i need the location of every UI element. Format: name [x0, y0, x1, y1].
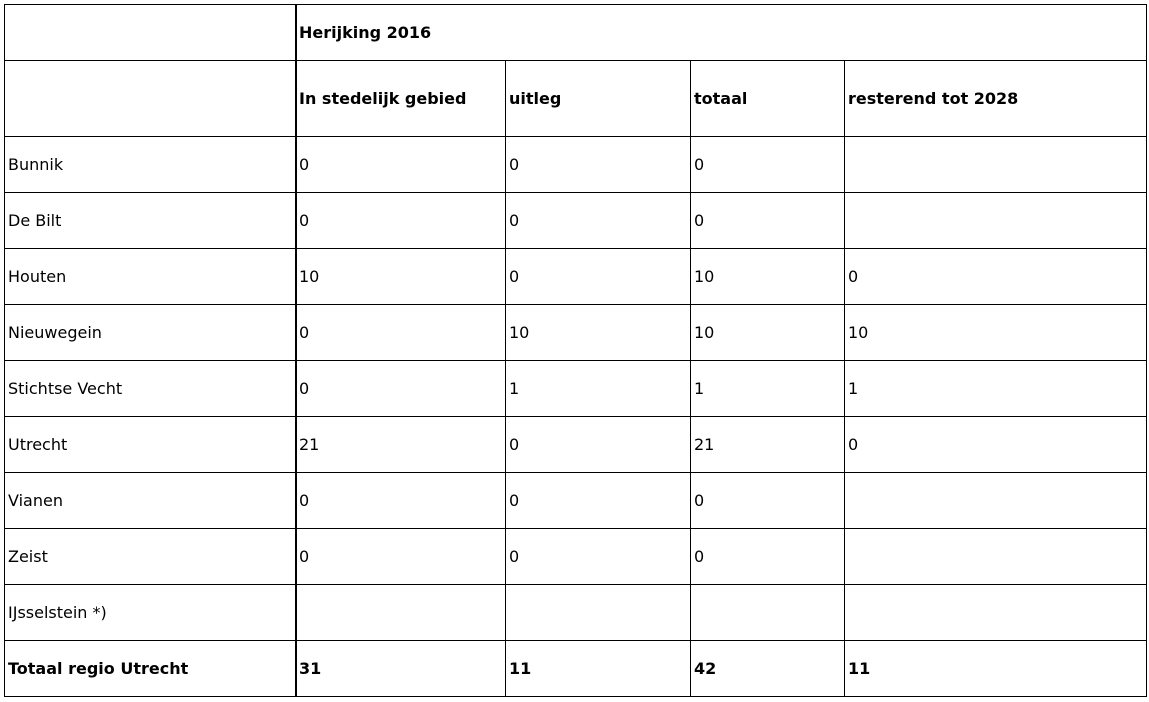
- totaal-cell: 42: [690, 640, 844, 697]
- empty-corner-cell: [4, 4, 296, 60]
- uitleg-cell: 0: [505, 192, 690, 248]
- in-stedelijk-gebied-cell: 31: [296, 640, 505, 697]
- resterend-cell: [844, 136, 1147, 192]
- data-table: [4, 4, 1147, 697]
- uitleg-cell: 0: [505, 528, 690, 584]
- region-cell: Stichtse Vecht: [4, 360, 296, 416]
- in-stedelijk-gebied-cell: 0: [296, 360, 505, 416]
- table-row: [4, 248, 1147, 304]
- in-stedelijk-gebied-cell: 0: [296, 528, 505, 584]
- uitleg-cell: 0: [505, 416, 690, 472]
- in-stedelijk-gebied-cell: [296, 584, 505, 640]
- in-stedelijk-gebied-cell: 21: [296, 416, 505, 472]
- region-cell: De Bilt: [4, 192, 296, 248]
- uitleg-cell: 10: [505, 304, 690, 360]
- resterend-cell: [844, 472, 1147, 528]
- in-stedelijk-gebied-cell: 10: [296, 248, 505, 304]
- uitleg-cell: 0: [505, 248, 690, 304]
- region-cell: Houten: [4, 248, 296, 304]
- region-cell: Totaal regio Utrecht: [4, 640, 296, 697]
- uitleg-cell: 11: [505, 640, 690, 697]
- in-stedelijk-gebied-cell: 0: [296, 136, 505, 192]
- group-header-row: [4, 4, 1147, 60]
- total-row: [4, 640, 1147, 697]
- empty-header-cell: [4, 60, 296, 136]
- column-header-row: [4, 60, 1147, 136]
- column-header-resterend: resterend tot 2028: [844, 60, 1147, 136]
- table-row: [4, 360, 1147, 416]
- resterend-cell: 11: [844, 640, 1147, 697]
- column-header-in-stedelijk-gebied: In stedelijk gebied: [296, 60, 505, 136]
- totaal-cell: 10: [690, 248, 844, 304]
- in-stedelijk-gebied-cell: 0: [296, 192, 505, 248]
- uitleg-cell: 1: [505, 360, 690, 416]
- resterend-cell: [844, 192, 1147, 248]
- region-cell: Utrecht: [4, 416, 296, 472]
- resterend-cell: 0: [844, 416, 1147, 472]
- totaal-cell: 0: [690, 472, 844, 528]
- column-header-uitleg: uitleg: [505, 60, 690, 136]
- group-header-cell: Herijking 2016: [296, 4, 1147, 60]
- table-row: [4, 416, 1147, 472]
- in-stedelijk-gebied-cell: 0: [296, 304, 505, 360]
- table-row: [4, 192, 1147, 248]
- uitleg-cell: 0: [505, 472, 690, 528]
- uitleg-cell: [505, 584, 690, 640]
- uitleg-cell: 0: [505, 136, 690, 192]
- table-row: [4, 528, 1147, 584]
- region-cell: Bunnik: [4, 136, 296, 192]
- resterend-cell: 1: [844, 360, 1147, 416]
- column-header-totaal: totaal: [690, 60, 844, 136]
- resterend-cell: 0: [844, 248, 1147, 304]
- totaal-cell: 21: [690, 416, 844, 472]
- totaal-cell: [690, 584, 844, 640]
- region-cell: IJsselstein *): [4, 584, 296, 640]
- totaal-cell: 10: [690, 304, 844, 360]
- in-stedelijk-gebied-cell: 0: [296, 472, 505, 528]
- totaal-cell: 0: [690, 136, 844, 192]
- region-cell: Vianen: [4, 472, 296, 528]
- table-row: [4, 472, 1147, 528]
- totaal-cell: 1: [690, 360, 844, 416]
- region-cell: Zeist: [4, 528, 296, 584]
- table-row: [4, 304, 1147, 360]
- resterend-cell: [844, 528, 1147, 584]
- totaal-cell: 0: [690, 528, 844, 584]
- resterend-cell: [844, 584, 1147, 640]
- totaal-cell: 0: [690, 192, 844, 248]
- table-row: [4, 136, 1147, 192]
- region-cell: Nieuwegein: [4, 304, 296, 360]
- table-row: [4, 584, 1147, 640]
- resterend-cell: 10: [844, 304, 1147, 360]
